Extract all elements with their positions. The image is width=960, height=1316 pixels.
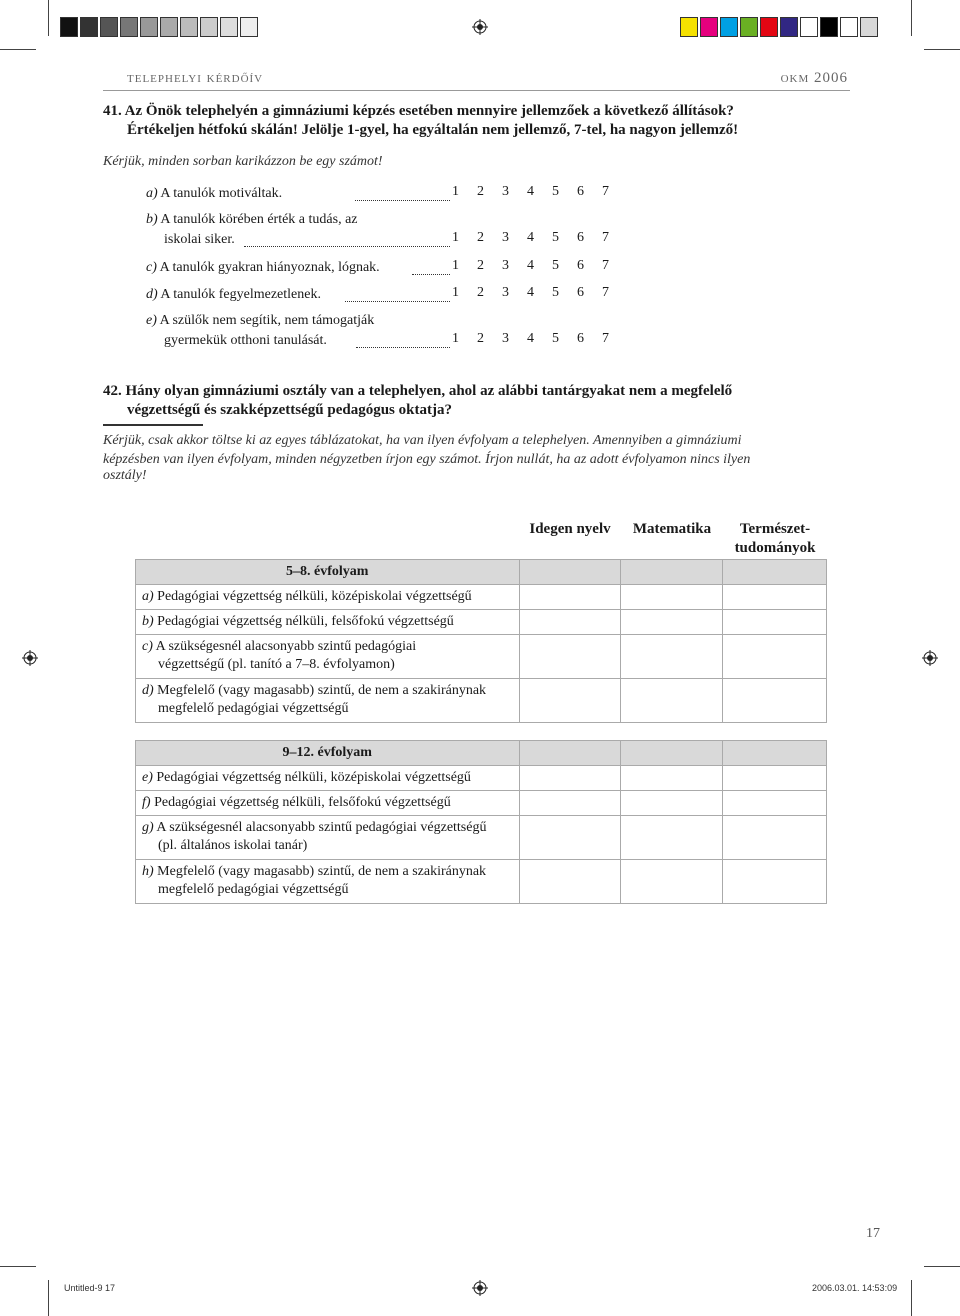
answer-cell[interactable] <box>519 679 621 723</box>
q41-item-b: b) A tanulók körében érték a tudás, az <box>146 212 358 227</box>
q42-title-line1: 42. Hány olyan gimnáziumi osztály van a telephelyen, ahol az alábbi tantárgyakat nem a megfelelő <box>103 383 733 399</box>
q41-scale-d[interactable]: 1 2 3 4 5 6 7 <box>452 285 609 300</box>
dot-leader <box>412 262 450 275</box>
registration-mark-icon <box>22 650 38 666</box>
dot-leader <box>356 335 450 348</box>
answer-cell[interactable] <box>723 816 827 860</box>
header-left: telephelyi kérdőív <box>127 70 264 86</box>
answer-cell[interactable] <box>723 766 827 791</box>
table-row: e) Pedagógiai végzettség nélküli, középiskolai végzettségű <box>136 766 827 791</box>
footer-right: 2006.03.01. 14:53:09 <box>812 1283 898 1293</box>
registration-mark-icon <box>472 19 488 35</box>
answer-cell[interactable] <box>519 791 621 816</box>
footer-left: Untitled-9 17 <box>64 1283 116 1293</box>
page-number: 17 <box>866 1226 880 1241</box>
table-9-12-evfolyam <box>135 740 827 904</box>
q41-scale-b[interactable]: 1 2 3 4 5 6 7 <box>452 230 609 245</box>
answer-cell[interactable] <box>519 860 621 904</box>
table-row: d) Megfelelő (vagy magasabb) szintű, de nem a szakiránynak megfelelő pedagógiai végzettségű <box>136 679 827 723</box>
answer-cell[interactable] <box>723 860 827 904</box>
title-underline <box>103 424 203 426</box>
table-5-8-evfolyam <box>135 559 827 723</box>
q41-note: Kérjük, minden sorban karikázzon be egy számot! <box>103 154 383 169</box>
column-header-idegen-nyelv: Idegen nyelv <box>529 521 611 537</box>
dot-leader <box>345 289 450 302</box>
q41-scale-a[interactable]: 1 2 3 4 5 6 7 <box>452 184 609 199</box>
q42-note-line3: osztály! <box>103 468 147 483</box>
table-row: b) Pedagógiai végzettség nélküli, felsőfokú végzettségű <box>136 610 827 635</box>
answer-cell[interactable] <box>519 610 621 635</box>
answer-cell[interactable] <box>519 585 621 610</box>
table-row: c) A szükségesnél alacsonyabb szintű pedagógiai végzettségű (pl. tanító a 7–8. évfolyamon) <box>136 635 827 679</box>
answer-cell[interactable] <box>723 635 827 679</box>
q42-title-line2: végzettségű és szakképzettségű pedagógus oktatja? <box>127 402 452 418</box>
q41-title-line2: Értékeljen hétfokú skálán! Jelölje 1-gyel, ha egyáltalán nem jellemző, 7-tel, ha nagyon jellemző! <box>127 122 739 138</box>
answer-cell[interactable] <box>519 816 621 860</box>
answer-cell[interactable] <box>621 585 723 610</box>
q41-item-d: d) A tanulók fegyelmezetlenek. <box>146 287 321 302</box>
q42-note-line1: Kérjük, csak akkor töltse ki az egyes táblázatokat, ha van ilyen évfolyam a telephelyen. Amennyiben a gimnáziumi <box>103 433 742 448</box>
q41-item-e: e) A szülők nem segítik, nem támogatják <box>146 313 375 328</box>
answer-cell[interactable] <box>519 766 621 791</box>
answer-cell[interactable] <box>621 860 723 904</box>
answer-cell[interactable] <box>621 766 723 791</box>
answer-cell[interactable] <box>723 679 827 723</box>
answer-cell[interactable] <box>519 635 621 679</box>
answer-cell[interactable] <box>723 610 827 635</box>
section-header: 9–12. évfolyam <box>136 741 520 766</box>
answer-cell[interactable] <box>621 791 723 816</box>
answer-cell[interactable] <box>723 585 827 610</box>
q41-item-a: a) A tanulók motiváltak. <box>146 186 283 201</box>
q41-scale-e[interactable]: 1 2 3 4 5 6 7 <box>452 331 609 346</box>
answer-cell[interactable] <box>621 610 723 635</box>
column-header-termeszettudomanyok: Természet- tudományok <box>734 521 816 556</box>
q41-item-c: c) A tanulók gyakran hiányoznak, lógnak. <box>146 260 380 275</box>
q41-scale-c[interactable]: 1 2 3 4 5 6 7 <box>452 258 609 273</box>
dot-leader <box>244 234 450 247</box>
header-rule <box>103 90 850 91</box>
answer-cell[interactable] <box>621 679 723 723</box>
section-header: 5–8. évfolyam <box>136 560 520 585</box>
q41-title-line1: 41. Az Önök telephelyén a gimnáziumi képzés esetében mennyire jellemzőek a következő állítások? <box>103 103 734 119</box>
q42-note-line2: képzésben van ilyen évfolyam, minden négyzetben írjon egy számot. Írjon nullát, ha az adott évfolyamon nincs ilyen <box>103 452 751 467</box>
column-header-matematika: Matematika <box>632 521 712 537</box>
registration-mark-icon <box>922 650 938 666</box>
dot-leader <box>355 188 450 201</box>
registration-mark-icon <box>472 1280 488 1296</box>
table-row: h) Megfelelő (vagy magasabb) szintű, de nem a szakiránynak megfelelő pedagógiai végzettségű <box>136 860 827 904</box>
answer-cell[interactable] <box>621 635 723 679</box>
table-row: a) Pedagógiai végzettség nélküli, középiskolai végzettségű <box>136 585 827 610</box>
table-row: g) A szükségesnél alacsonyabb szintű pedagógiai végzettségű (pl. általános iskolai tanár) <box>136 816 827 860</box>
answer-cell[interactable] <box>723 791 827 816</box>
q41-item-b-line2: iskolai siker. <box>164 232 235 247</box>
answer-cell[interactable] <box>621 816 723 860</box>
q41-item-e-line2: gyermekük otthoni tanulását. <box>164 333 327 348</box>
header-right: okm 2006 <box>780 70 848 86</box>
table-row: f) Pedagógiai végzettség nélküli, felsőfokú végzettségű <box>136 791 827 816</box>
